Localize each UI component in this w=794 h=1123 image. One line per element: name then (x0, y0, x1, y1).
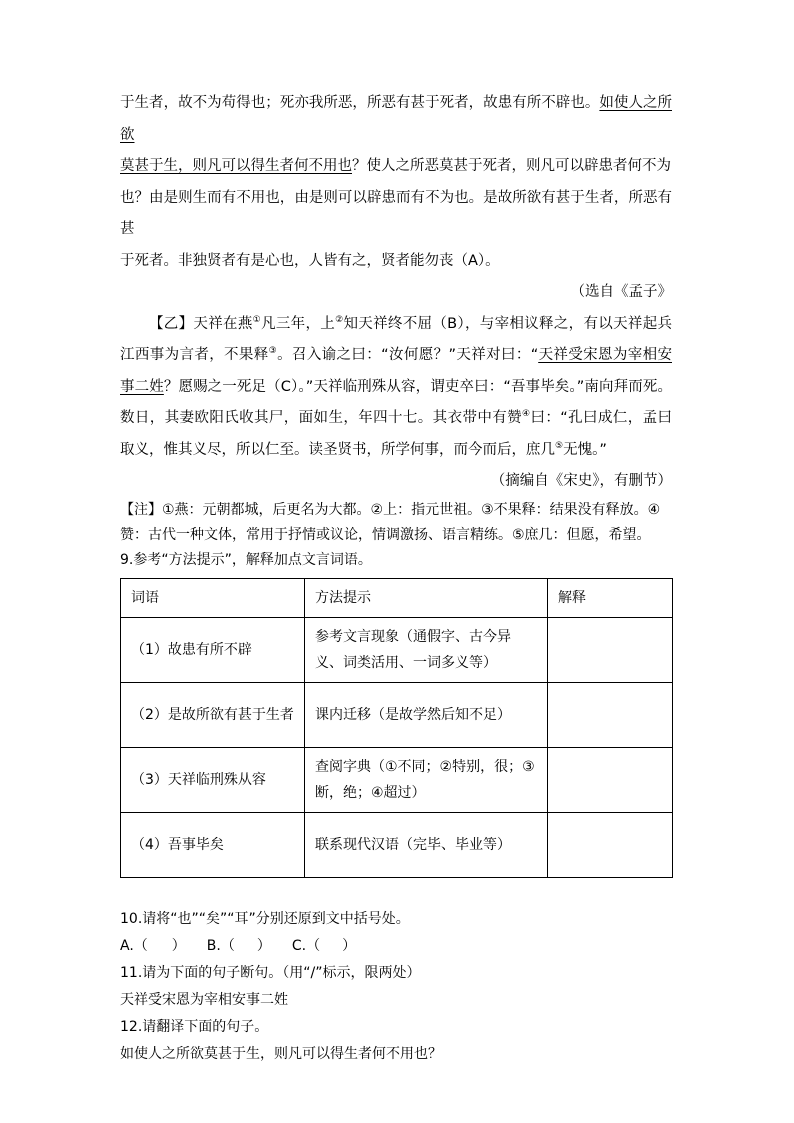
footnote-ref-2: ② (335, 314, 344, 325)
question-10-title: 10.请将“也”“矣”“耳”分别还原到文中括号处。 (120, 910, 410, 927)
question-11-title: 11.请为下面的句子断句。（用“/”标示，限两处） (120, 964, 421, 981)
footnote-ref-3: ③ (268, 346, 278, 357)
table-cell-hint: 参考文言现象（通假字、古今异义、词类活用、一词多义等） (305, 617, 548, 682)
answer-cell[interactable] (548, 812, 673, 877)
table-row (121, 747, 673, 812)
passage-jia-source: （选自《孟子》 (570, 284, 672, 300)
content-area (120, 88, 672, 1068)
table-row (121, 617, 673, 682)
question-10-blanks: A.（ ） B.（ ） C.（ ） (120, 937, 357, 954)
table-cell-word: （3）天祥临刑殊从容 (121, 747, 305, 812)
footnote-ref-5: ⑤ (555, 440, 564, 451)
answer-cell[interactable] (548, 682, 673, 747)
underlined-sentence-part2: 莫甚于生，则凡可以得生者何不用也 (120, 158, 352, 174)
passage-jia-line2: 莫甚于生，则凡可以得生者何不用也？使人之所恶莫甚于死者，则凡可以辟患者何不为 (120, 158, 671, 174)
table-header-word: 词语 (121, 578, 305, 617)
table-row (121, 682, 673, 747)
table-cell-word: （1）故患有所不辟 (121, 617, 305, 682)
passage-jia-line3: 也？由是则生而有不用也，由是则可以辟患而有不为也。是故所欲有甚于生者，所恶有甚 (120, 189, 672, 237)
question-9-title: 9.参考“方法提示”，解释加点文言词语。 (120, 551, 372, 568)
answer-cell[interactable] (548, 747, 673, 812)
question-12-title: 12.请翻译下面的句子。 (120, 1018, 269, 1035)
passage-jia-line1: 于生者，故不为苟得也；死亦我所恶，所恶有甚于死者，故患有所不辟也。如使人之所欲 (120, 95, 672, 143)
question-11-sentence: 天祥受宋恩为宰相安事二姓 (120, 991, 288, 1008)
footnotes: 【注】①燕：元朝都城，后更名为大都。②上：指元世祖。③不果释：结果没有释放。④赞：古代一种文体，常用于抒情或议论，情调激扬、语言精练。⑤庶几：但愿，希望。 (120, 501, 661, 543)
table-cell-hint: 课内迁移（是故学然后知不足） (305, 682, 548, 747)
table-cell-word: （4）吾事毕矣 (121, 812, 305, 877)
table-cell-word: （2）是故所欲有甚于生者 (121, 682, 305, 747)
answer-cell[interactable] (548, 617, 673, 682)
question-12-sentence: 如使人之所欲莫甚于生，则凡可以得生者何不用也？ (120, 1045, 442, 1062)
table-header-hint: 方法提示 (305, 578, 548, 617)
passage-yi: 【乙】天祥在燕①凡三年，上②知天祥终不屈（B），与宰相议释之，有以天祥起兵江西事为言者，不果释③。召入谕之曰：“汝何愿？”天祥对曰：“天祥受宋恩为宰相安事二姓？愿赐之一死足（C）。”天祥临刑殊从容，谓吏卒曰：“吾事毕矣。”南向拜而死。数日，其妻欧阳氏收其尸，面如生，年四十七。其衣带中有赞④曰：“孔曰成仁，孟曰取义，惟其义尽，所以仁至。读圣贤书，所学何事，而今而后，庶几⑤无愧。” (120, 314, 673, 458)
table-header-row (121, 578, 673, 617)
underlined-sentence-yi: 天祥受宋恩为宰相安事二姓 (120, 347, 672, 395)
table-header-answer: 解释 (548, 578, 673, 617)
table-row (121, 812, 673, 877)
table-cell-hint: 联系现代汉语（完毕、毕业等） (305, 812, 548, 877)
table-cell-hint: 查阅字典（①不同；②特别，很；③断，绝；④超过） (305, 747, 548, 812)
footnote-ref-1: ① (252, 314, 262, 325)
vocabulary-table (120, 578, 673, 878)
passage-jia-line4: 于死者。非独贤者有是心也，人皆有之，贤者能勿丧（A）。 (120, 252, 500, 269)
underlined-sentence-part1: 如使人之所欲 (120, 95, 672, 143)
footnote-ref-4: ④ (522, 409, 531, 420)
questions-10-12 (120, 906, 672, 1068)
passage-yi-source: （摘编自《宋史》，有删节） (490, 473, 672, 489)
